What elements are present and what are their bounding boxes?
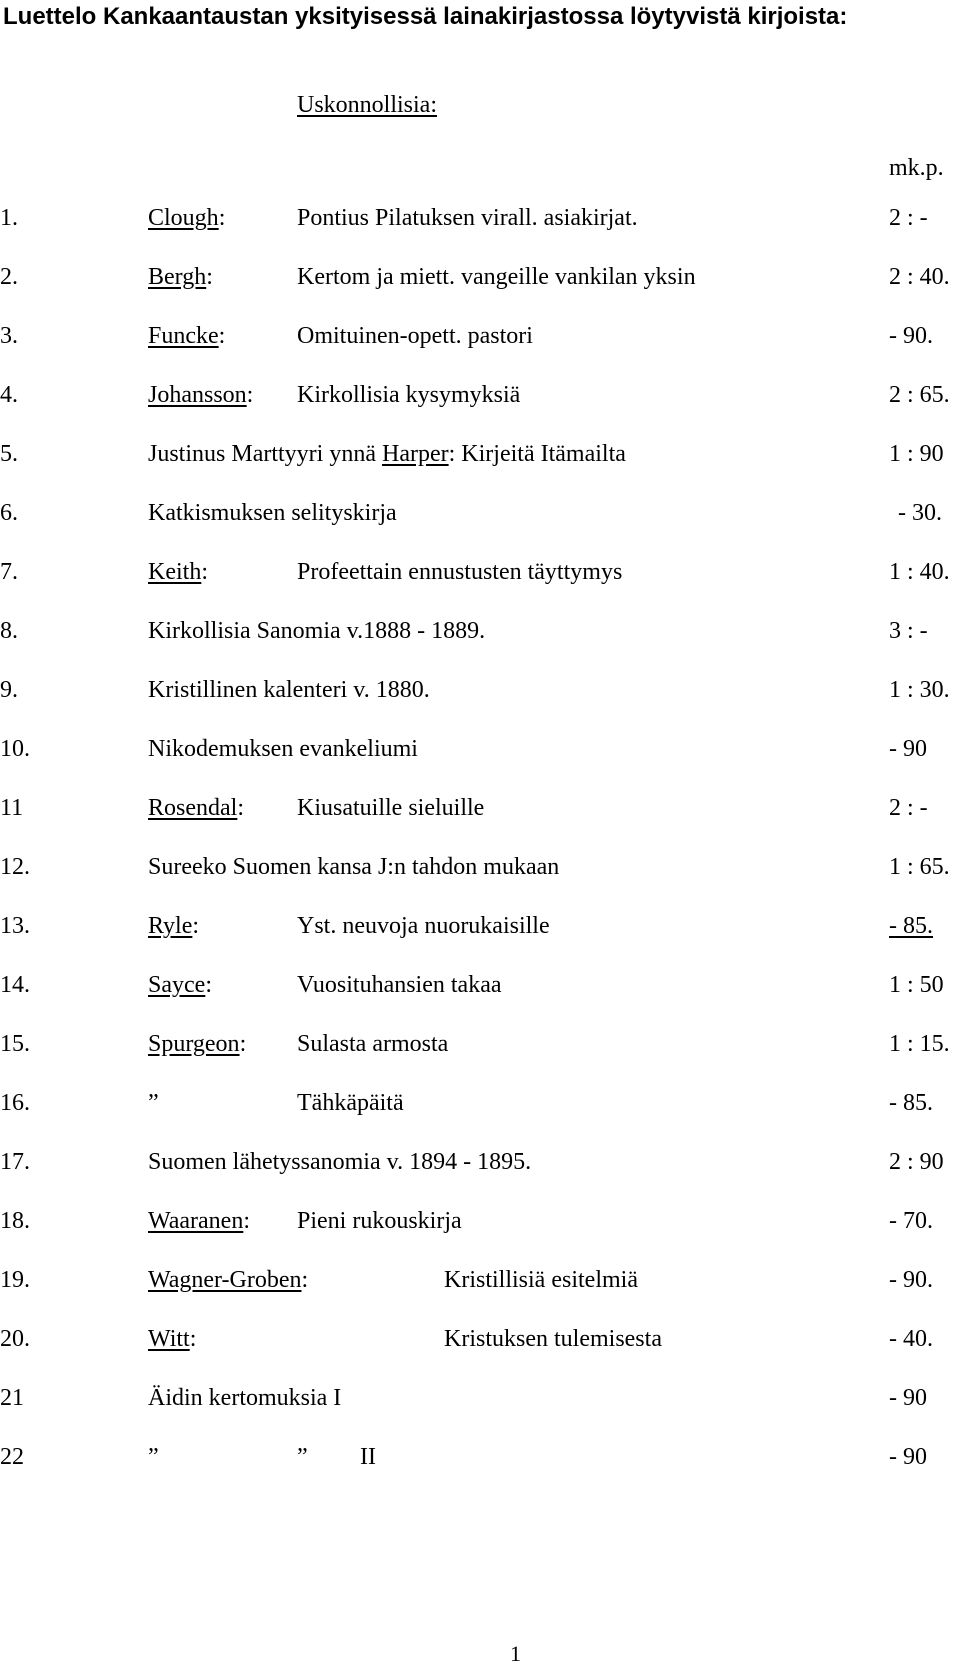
item-author [148,1267,308,1294]
section-title: Uskonnollisia: [297,92,438,118]
item-text: Nikodemuksen evankeliumi [148,736,418,762]
item-number: 20. [0,1326,30,1352]
list-item [0,1444,960,1484]
item-author [148,382,253,409]
item-title: II [360,1444,376,1470]
item-author [148,441,626,468]
item-author [148,264,213,291]
item-title: Omituinen-opett. pastori [297,323,533,349]
author-name: Spurgeon [148,1031,240,1057]
author-name: Witt [148,1326,190,1352]
author-name: Keith [148,559,202,585]
author-name: Ryle [148,913,193,939]
item-number: 11 [0,795,24,821]
list-item [0,1090,960,1130]
item-author [148,205,225,232]
item-title: Yst. neuvoja nuorukaisille [297,913,550,939]
item-price: 2 : 65. [889,382,950,408]
author-prefix: Justinus Marttyyri ynnä [148,441,382,467]
currency-header: mk.p. [889,155,944,181]
item-price: - 85. [889,913,933,939]
item-number: 21 [0,1385,24,1411]
list-item [0,854,960,894]
author-suffix: : [243,1208,251,1234]
item-title: Profeettain ennustusten täyttymys [297,559,623,585]
list-item [0,1385,960,1425]
author-name: Harper [382,441,449,467]
list-item [0,323,960,363]
item-author [148,972,212,999]
item-author [148,913,199,940]
list-item [0,618,960,658]
item-author [148,1208,250,1235]
item-author [148,795,244,822]
item-price: 2 : - [889,205,928,231]
item-author [148,559,208,586]
item-price: 1 : 15. [889,1031,950,1057]
item-author [148,1031,246,1058]
list-item [0,913,960,953]
author-name: Funcke [148,323,219,349]
item-price: - 40. [889,1326,933,1352]
item-price: - 90 [889,736,927,762]
item-title: Kristillisiä esitelmiä [444,1267,638,1293]
author-suffix: : Kirjeitä Itämailta [448,441,626,467]
item-number: 6. [0,500,18,526]
item-text: Suomen lähetyssanomia v. 1894 - 1895. [148,1149,532,1175]
author-name: Johansson [148,382,247,408]
item-number: 3. [0,323,18,349]
author-suffix: : [246,382,254,408]
ditto-mark: ” [297,1444,308,1470]
item-title: Kirkollisia kysymyksiä [297,382,521,408]
author-suffix: : [205,972,212,998]
list-item [0,677,960,717]
item-title: Pieni rukouskirja [297,1208,462,1234]
item-number: 9. [0,677,18,703]
item-number: 5. [0,441,18,467]
item-title: Sulasta armosta [297,1031,449,1057]
item-number: 2. [0,264,18,290]
ditto-mark: ” [148,1444,159,1470]
author-name: Waaranen [148,1208,244,1234]
item-number: 13. [0,913,30,939]
item-number: 17. [0,1149,30,1175]
author-name: Clough [148,205,219,231]
item-number: 12. [0,854,30,880]
list-item [0,500,960,540]
item-number: 15. [0,1031,30,1057]
list-item [0,559,960,599]
author-name: Bergh [148,264,207,290]
item-price: 1 : 90 [889,441,944,467]
list-item [0,736,960,776]
item-price: 1 : 40. [889,559,950,585]
list-item [0,795,960,835]
item-number: 8. [0,618,18,644]
item-text: Katkismuksen selityskirja [148,500,397,526]
item-number: 14. [0,972,30,998]
item-number: 4. [0,382,18,408]
list-item [0,264,960,304]
item-title: Kertom ja miett. vangeille vankilan yksin [297,264,696,290]
page-heading: Luettelo Kankaantaustan yksityisessä lainakirjastossa löytyvistä kirjoista: [3,3,848,30]
item-title: Kristuksen tulemisesta [444,1326,662,1352]
list-item [0,1149,960,1189]
author-suffix: : [206,264,213,290]
author-name: Wagner-Groben [148,1267,302,1293]
list-item [0,1267,960,1307]
list-item [0,972,960,1012]
author-suffix: : [218,205,226,231]
item-text: Sureeko Suomen kansa J:n tahdon mukaan [148,854,560,880]
item-price: 2 : 40. [889,264,950,290]
page-number: 1 [510,1641,521,1666]
item-title: Vuosituhansien takaa [297,972,502,998]
author-suffix: : [218,323,226,349]
author-suffix: : [301,1267,309,1293]
item-price: 2 : - [889,795,928,821]
item-price: 1 : 65. [889,854,950,880]
item-number: 10. [0,736,30,762]
list-item [0,1326,960,1366]
item-number: 7. [0,559,18,585]
author-suffix: : [192,913,200,939]
item-number: 16. [0,1090,30,1116]
item-price: - 90. [889,1267,933,1293]
author-suffix: : [201,559,208,585]
item-price: 1 : 50 [889,972,944,998]
list-item [0,382,960,422]
item-title: Pontius Pilatuksen virall. asiakirjat. [297,205,638,231]
item-price: - 85. [889,1090,933,1116]
item-price: 2 : 90 [889,1149,944,1175]
item-text: Äidin kertomuksia I [148,1385,342,1411]
list-item [0,1031,960,1071]
author-suffix: : [189,1326,197,1352]
author-suffix: : [239,1031,247,1057]
item-title: Tähkäpäitä [297,1090,404,1116]
item-price: - 90 [889,1385,927,1411]
list-item [0,205,960,245]
item-number: 1. [0,205,18,231]
list-item [0,1208,960,1248]
author-suffix: : [237,795,244,821]
item-price: - 30. [898,500,942,526]
item-title: Kiusatuille sieluille [297,795,485,821]
author-name: Sayce [148,972,206,998]
item-text: Kirkollisia Sanomia v.1888 - 1889. [148,618,486,644]
item-number: 19. [0,1267,30,1293]
author-name: Rosendal [148,795,238,821]
item-price: 1 : 30. [889,677,950,703]
item-price: - 70. [889,1208,933,1234]
item-number: 22 [0,1444,24,1470]
item-text: Kristillinen kalenteri v. 1880. [148,677,430,703]
item-author [148,1326,196,1353]
ditto-mark: ” [148,1090,159,1116]
item-price: - 90. [889,323,933,349]
item-price: - 90 [889,1444,927,1470]
item-number: 18. [0,1208,30,1234]
item-author [148,323,225,350]
item-price: 3 : - [889,618,928,644]
list-item [0,441,960,481]
